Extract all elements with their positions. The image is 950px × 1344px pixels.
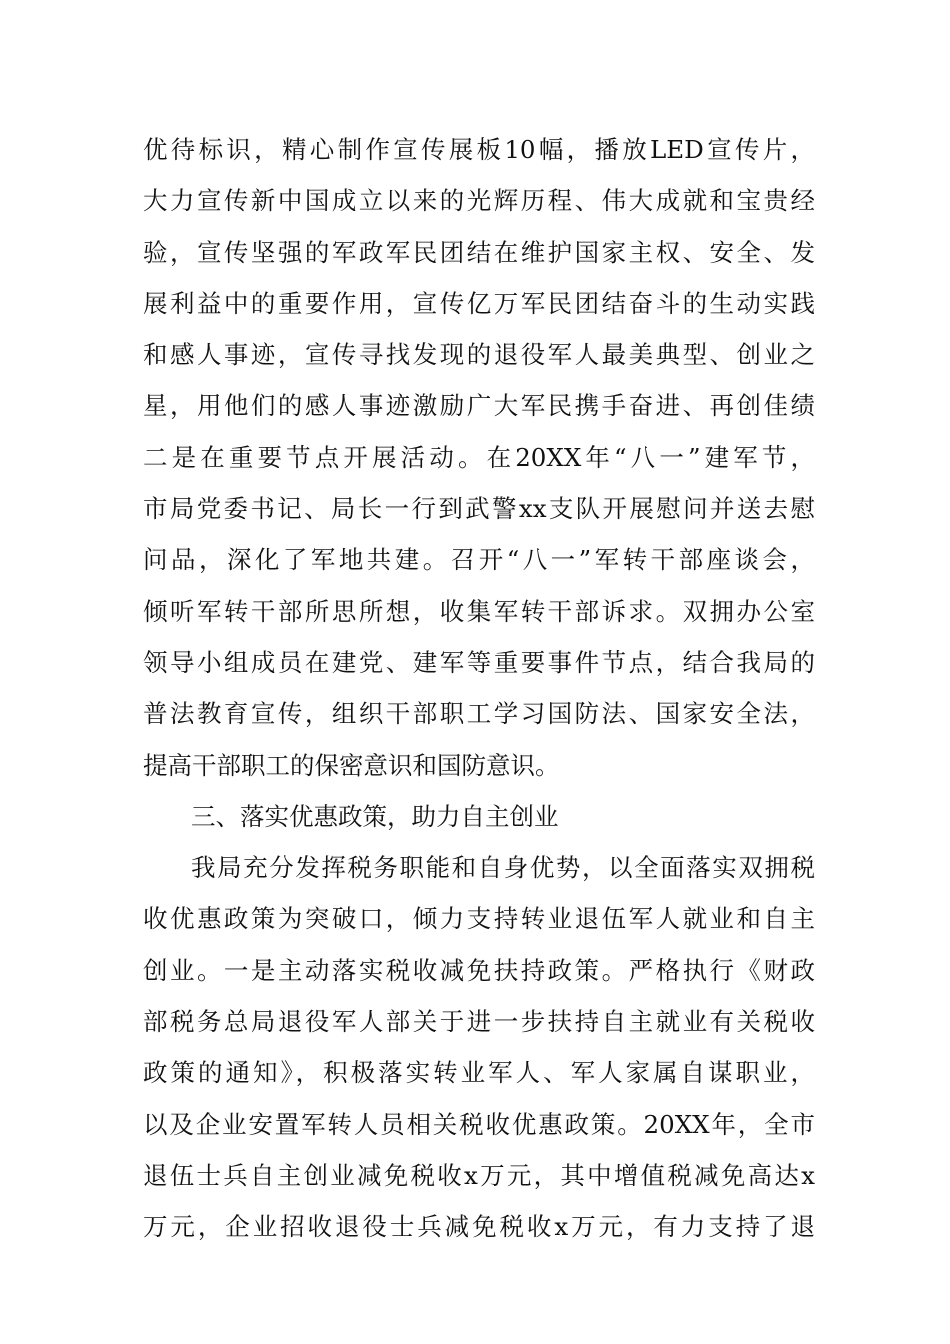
text-line: 二是在重要节点开展活动。在20XX年“八一”建军节， — [143, 442, 815, 472]
text-line: 政策的通知》，积极落实转业军人、军人家属自谋职业， — [143, 1058, 815, 1088]
text-line: 优待标识，精心制作宣传展板10幅，播放LED宣传片， — [143, 135, 815, 164]
text-line: 创业。一是主动落实税收减免扶持政策。严格执行《财政 — [143, 955, 815, 985]
text-line: 我局充分发挥税务职能和自身优势，以全面落实双拥税 — [191, 853, 815, 883]
text-line: 和感人事迹，宣传寻找发现的退役军人最美典型、创业之 — [143, 340, 815, 370]
text-line: 退伍士兵自主创业减免税收x万元，其中增值税减免高达x — [143, 1160, 815, 1190]
text-line: 提高干部职工的保密意识和国防意识。 — [143, 750, 560, 780]
text-line: 普法教育宣传，组织干部职工学习国防法、国家安全法， — [143, 699, 815, 729]
text-line: 领导小组成员在建党、建军等重要事件节点，结合我局的 — [143, 647, 815, 677]
text-line: 大力宣传新中国成立以来的光辉历程、伟大成就和宝贵经 — [143, 186, 815, 216]
text-line: 部税务总局退役军人部关于进一步扶持自主就业有关税收 — [143, 1007, 815, 1037]
text-line: 收优惠政策为突破口，倾力支持转业退伍军人就业和自主 — [143, 904, 815, 934]
body-text — [143, 124, 815, 1253]
text-line: 展利益中的重要作用，宣传亿万军民团结奋斗的生动实践 — [143, 288, 815, 318]
text-line: 星，用他们的感人事迹激励广大军民携手奋进、再创佳绩 — [143, 391, 815, 421]
text-line: 倾听军转干部所思所想，收集军转干部诉求。双拥办公室 — [143, 596, 815, 626]
text-line: 问品，深化了军地共建。召开“八一”军转干部座谈会， — [143, 545, 815, 575]
text-line: 市局党委书记、局长一行到武警xx支队开展慰问并送去慰 — [143, 494, 815, 524]
text-line: 以及企业安置军转人员相关税收优惠政策。20XX年，全市 — [143, 1109, 815, 1139]
section-heading: 三、落实优惠政策，助力自主创业 — [191, 801, 559, 831]
text-line: 万元，企业招收退役士兵减免税收x万元，有力支持了退 — [143, 1212, 815, 1242]
text-line: 验，宣传坚强的军政军民团结在维护国家主权、安全、发 — [143, 237, 815, 267]
